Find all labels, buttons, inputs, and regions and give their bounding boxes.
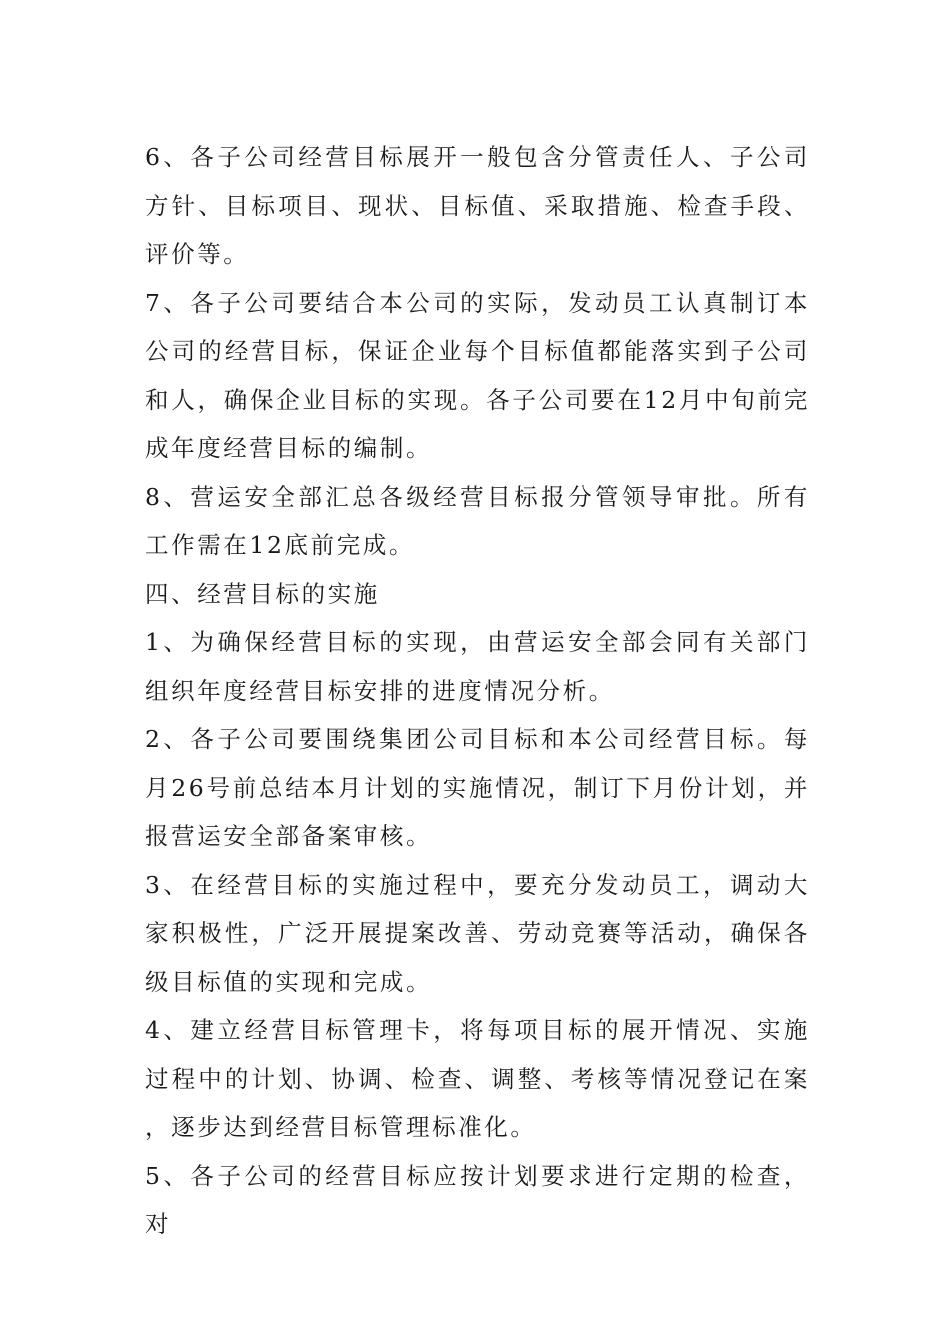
paragraph-item-8: 8、营运安全部汇总各级经营目标报分管领导审批。所有工作需在12底前完成。 [145, 482, 810, 559]
document-body [145, 133, 810, 1249]
paragraph-item-1: 1、为确保经营目标的实现，由营运安全部会同有关部门组织年度经营目标安排的进度情况分析。 [145, 628, 810, 705]
paragraph-item-5: 5、各子公司的经营目标应按计划要求进行定期的检查，对 [145, 1161, 810, 1238]
paragraph-item-3: 3、在经营目标的实施过程中，要充分发动员工，调动大家积极性，广泛开展提案改善、劳动竞赛等活动，确保各级目标值的实现和完成。 [145, 870, 810, 996]
paragraph-item-4: 4、建立经营目标管理卡，将每项目标的展开情况、实施过程中的计划、协调、检查、调整、考核等情况登记在案，逐步达到经营目标管理标准化。 [145, 1016, 810, 1141]
paragraph-item-7: 7、各子公司要结合本公司的实际，发动员工认真制订本公司的经营目标，保证企业每个目标值都能落实到子公司和人，确保企业目标的实现。各子公司要在12月中旬前完成年度经营目标的编制。 [145, 288, 810, 462]
paragraph-item-2: 2、各子公司要围绕集团公司目标和本公司经营目标。每月26号前总结本月计划的实施情况，制订下月份计划，并报营运安全部备案审核。 [145, 725, 810, 850]
section-heading-implementation: 四、经营目标的实施 [145, 579, 380, 608]
paragraph-item-6: 6、各子公司经营目标展开一般包含分管责任人、子公司方针、目标项目、现状、目标值、采取措施、检查手段、评价等。 [145, 143, 810, 268]
